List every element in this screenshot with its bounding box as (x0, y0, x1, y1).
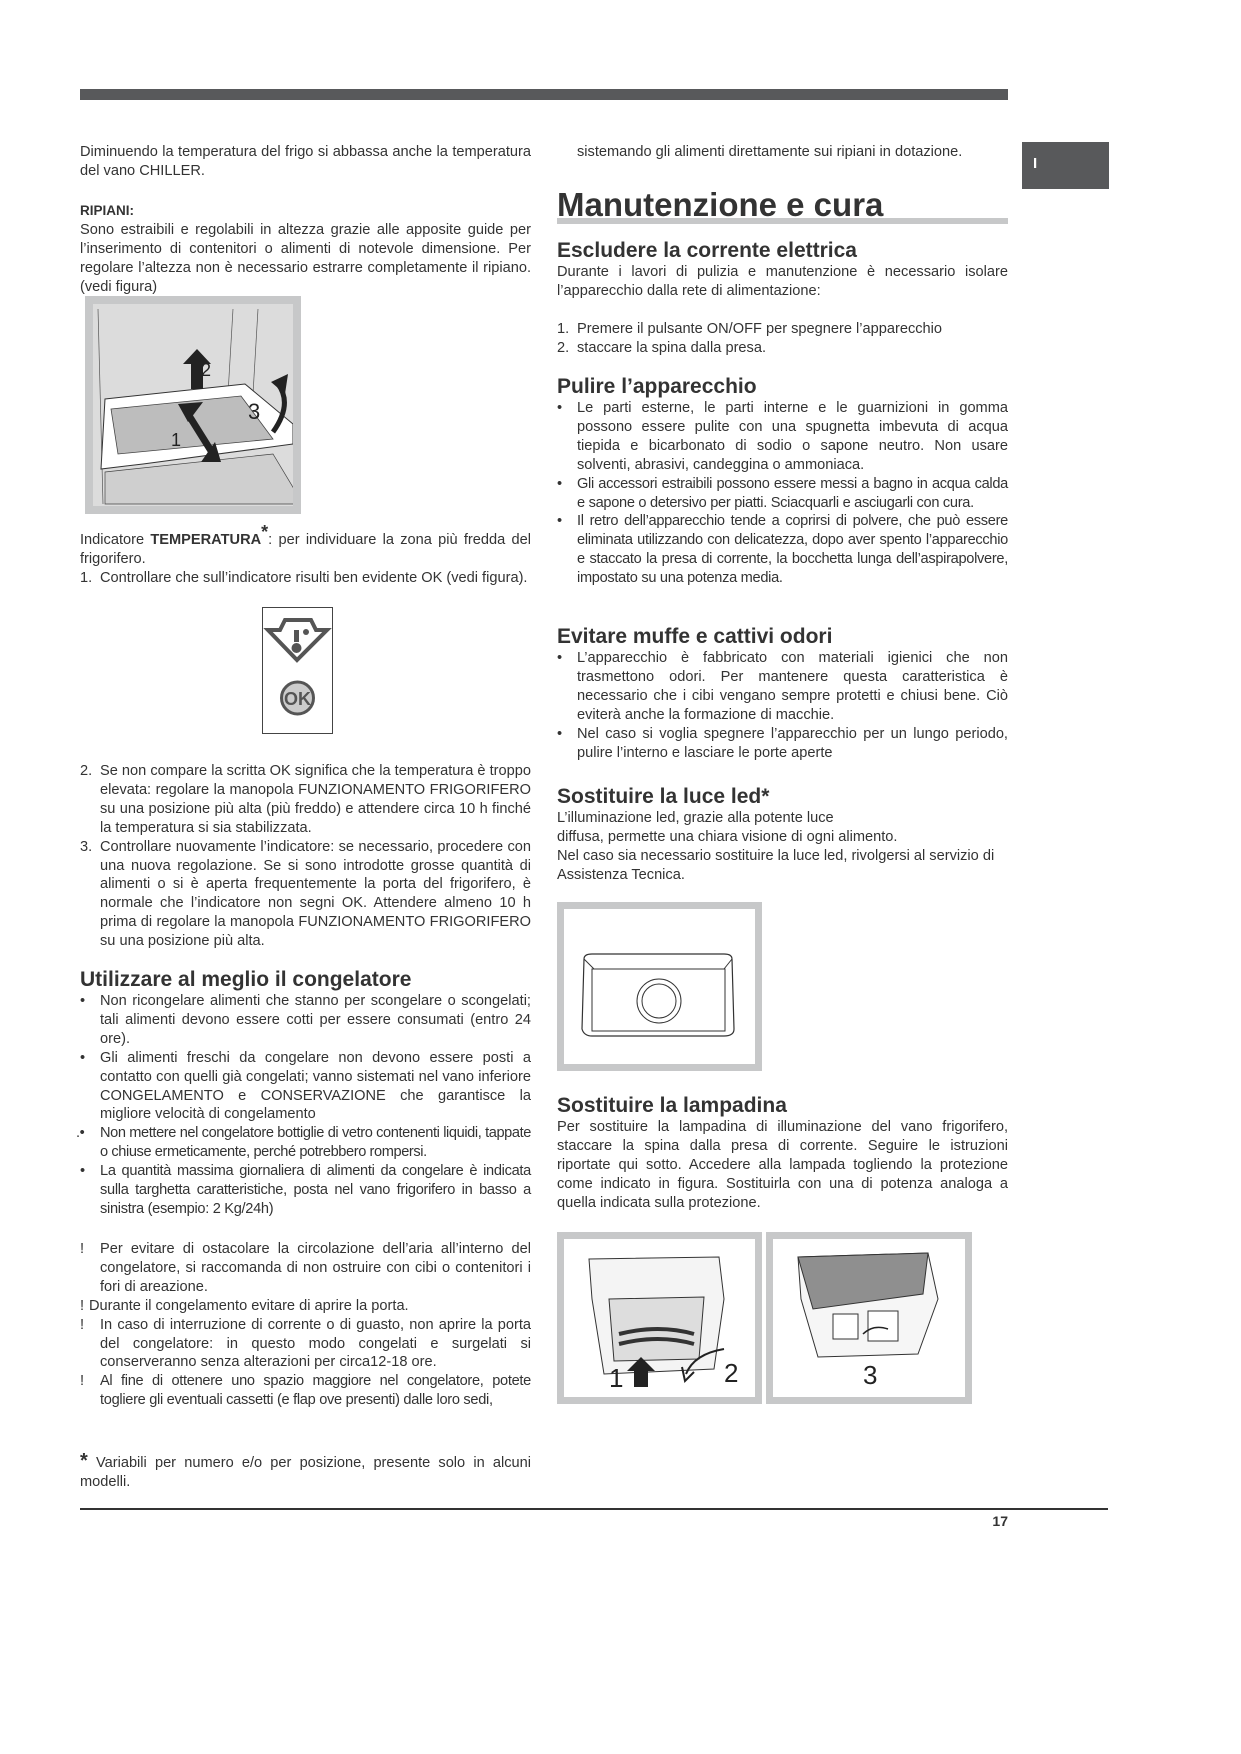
shelf-illustration (93, 304, 293, 506)
freezer-title: Utilizzare al meglio il congelatore (80, 968, 412, 991)
bulb-title: Sostituire la lampadina (557, 1094, 787, 1117)
header-rule (80, 89, 1008, 100)
lamp-housing-illustration (773, 1239, 965, 1397)
led-figure (557, 902, 762, 1071)
freezer-section (76, 968, 531, 1219)
shelf-label-1: 1 (171, 430, 182, 450)
temperature-indicator-figure (262, 607, 333, 734)
freezer-bullet (80, 1162, 531, 1219)
bulb-text: Per sostituire la lampadina di illuminazione del vano frigorifero, staccare la spina dalla presa di corrente. Seguire le istruzioni riportate qui sotto. Accedere alla lampada togliendo la protezione come indicato in figura. Sostituirla con una di potenza analoga a quella indicata sulla protezione. (557, 1119, 1008, 1211)
freezer-warnings (80, 1240, 531, 1410)
bulb-label-3: 3 (863, 1360, 878, 1390)
step-number: 2. (557, 339, 570, 356)
bullet-text: Il retro dell’apparecchio tende a coprirsi di polvere, che può essere eliminata utilizzando con delicatezza, dopo aver spento l’apparecchio e staccato la presa di corrente, la bocchetta lunga dell’aspirapolvere, impostato su una potenza media. (577, 513, 1008, 587)
indicator-bold: TEMPERATURA (150, 532, 262, 548)
bullet-mark: .• (76, 1125, 85, 1142)
freezer-bullet (80, 992, 531, 1049)
page-title: Manutenzione e cura (557, 186, 884, 223)
bullet-text: Non ricongelare alimenti che stanno per scongelare o scongelati; tali alimenti devono essere cotti per essere consumati (entro 24 ore). (100, 993, 531, 1047)
bulb-figure-step1-2 (557, 1232, 762, 1404)
footnote-star: * (80, 1450, 88, 1472)
step-number: 1. (557, 320, 570, 337)
bulb-label-2: 2 (724, 1358, 739, 1388)
led-title: Sostituire la luce led* (557, 785, 770, 808)
warning-text: Per evitare di ostacolare la circolazione dell’aria all’interno del congelatore, si raccomanda di non ostruire con cibi o contenitori i fori di areazione. (100, 1241, 531, 1295)
step-text: Controllare che sull’indicatore risulti ben evidente OK (vedi figura). (100, 569, 528, 586)
step-number: 2. (80, 763, 93, 779)
warning-mark: ! (80, 1373, 84, 1390)
led-line: L’illuminazione led, grazie alla potente luce (557, 810, 834, 826)
intro-paragraph: Diminuendo la temperatura del frigo si abbassa anche la temperatura del vano CHILLER. (80, 144, 531, 179)
bulb-figure-step3 (766, 1232, 972, 1404)
shelves-text: Sono estraibili e regolabili in altezza grazie alle apposite guide per l’inserimento di contenitori o alimenti di notevole dimensione. Per regolare l’altezza non è necessario estrarre completamente il ripiano. (vedi figura) (80, 221, 531, 295)
bullet-text: Le parti esterne, le parti interne e le guarnizioni in gomma possono essere pulite con una spugnetta imbevuta di acqua tiepida e bicarbonato di sodio o sapone neutro. Non usare solventi, abrasivi, candeggina o ammoniaca. (577, 400, 1008, 473)
page-number: 17 (992, 1513, 1008, 1529)
warning-item (80, 1372, 531, 1410)
bullet-mark: • (80, 1163, 85, 1180)
indicator-star: * (261, 522, 269, 543)
maintenance-title-block (557, 186, 1008, 224)
indicator-suffix: : per individuare la zona più fredda del frigorifero. (80, 532, 531, 567)
clean-bullet: • Le parti esterne, le parti interne e le guarnizioni in gomma possono essere pulite con una spugnetta imbevuta di acqua tiepida e bicarbonato di sodio o sapone neutro. Non usare solventi, abrasivi, candeggina o ammoniaca. (557, 400, 1008, 473)
power-step (557, 339, 1008, 358)
indicator-section (80, 522, 531, 588)
warning-item (80, 1316, 531, 1373)
shelves-section (80, 202, 531, 297)
step-text: staccare la spina dalla presa. (577, 339, 767, 356)
bulb-label-1: 1 (609, 1363, 624, 1393)
lamp-cover-illustration (564, 1239, 755, 1397)
footer-rule (80, 1508, 1108, 1510)
step-text: Premere il pulsante ON/OFF per spegnere l’apparecchio (577, 320, 943, 337)
bullet-text: Gli accessori estraibili possono essere messi a bagno in acqua calda e sapone o detersivo per piatti. Sciacquarli e asciugarli con cura. (577, 475, 1008, 511)
warning-mark: ! (80, 1316, 85, 1333)
clean-section (557, 375, 1008, 588)
continuation-text: sistemando gli alimenti direttamente sui ripiani in dotazione. (577, 144, 963, 160)
warning-mark: ! (80, 1241, 85, 1257)
indicator-step (80, 569, 531, 588)
mold-section (557, 625, 1008, 762)
warning-item (80, 1240, 531, 1297)
step-number: 1. (80, 569, 93, 586)
led-line: Nel caso sia necessario sostituire la luce led, rivolgersi al servizio di Assistenza Tecnica. (557, 847, 995, 883)
bullet-mark: • (80, 993, 86, 1009)
language-tab (1022, 142, 1109, 189)
thermometer-icon (263, 608, 332, 733)
step-text: Controllare nuovamente l’indicatore: se necessario, procedere con una nuova regolazione. Se si sono introdotte grosse quantità di alimenti o si è aperta frequentemente la porta del frigorifero, è normale che l’indicatore non segni OK. Attendere almeno 10 h prima di regolare la manopola FUNZIONAMENTO FRIGORIFERO su una posizione più alta. (100, 838, 531, 950)
led-line: diffusa, permette una chiara visione di ogni alimento. (557, 828, 898, 845)
led-light-illustration (564, 909, 755, 1064)
bullet-mark: • (80, 1049, 86, 1066)
power-text: Durante i lavori di pulizia e manutenzione è necessario isolare l’apparecchio dalla rete di alimentazione: (557, 264, 1008, 299)
indicator-steps-continued (80, 762, 531, 951)
bulb-section (557, 1094, 1008, 1213)
warning-item (80, 1297, 531, 1316)
footnote-text: Variabili per numero e/o per posizione, presente solo in alcuni modelli. (80, 1455, 531, 1490)
power-section (557, 239, 1008, 358)
freezer-bullet (80, 1049, 531, 1125)
freezer-bullet (76, 1124, 531, 1162)
power-title: Escludere la corrente elettrica (557, 239, 857, 262)
warning-text: Durante il congelamento evitare di aprire la porta. (89, 1297, 409, 1314)
mold-bullet: • L’apparecchio è fabbricato con materiali igienici che non trasmettono odori. Per mantenere questa caratteristica è necessario che i cibi vengano sempre protetti e chiusi bene. Ciò eviterà anche la formazione di macchie. (557, 650, 1008, 723)
language-tab-label: I (1033, 155, 1038, 172)
bullet-text: Gli alimenti freschi da congelare non devono essere posti a contatto con quelli già congelati; vanno sistemati nel vano inferiore CONGELAMENTO e CONSERVAZIONE che garantisce la migliore velocità di congelamento (100, 1049, 531, 1123)
shelf-figure (85, 296, 301, 514)
step-text: Se non compare la scritta OK significa che la temperatura è troppo elevata: regolare la manopola FUNZIONAMENTO FRIGORIFERO su una posizione più alta (più freddo) e attendere circa 10 h finché la temperatura si sia stabilizzata. (100, 763, 531, 836)
led-section (557, 785, 1008, 885)
bullet-text: La quantità massima giornaliera di alimenti da congelare è indicata sulla targhetta caratteristiche, posta nel vano frigorifero in basso a sinistra (esempio: 2 Kg/24h) (100, 1163, 531, 1217)
mold-title: Evitare muffe e cattivi odori (557, 625, 833, 648)
mold-bullet: • Nel caso si voglia spegnere l’apparecchio per un lungo periodo, pulire l’interno e lasciare le porte aperte (557, 725, 1008, 761)
step-number: 3. (80, 838, 93, 855)
bullet-text: Non mettere nel congelatore bottiglie di vetro contenenti liquidi, tappate o chiuse ermeticamente, perché potrebbero rompersi. (100, 1125, 531, 1161)
indicator-step (80, 838, 531, 951)
indicator-prefix: Indicatore (80, 532, 151, 548)
shelves-title: RIPIANI: (80, 203, 134, 218)
clean-bullet: • Il retro dell’apparecchio tende a coprirsi di polvere, che può essere eliminata utilizzando con delicatezza, dopo aver spento l’apparecchio e staccato la presa di corrente, la bocchetta lunga dell’aspirapolvere, impostato su una potenza media. (557, 513, 1008, 587)
power-step (557, 320, 1008, 339)
clean-bullet: • Gli accessori estraibili possono essere messi a bagno in acqua calda e sapone o detersivo per piatti. Sciacquarli e asciugarli con cura. (557, 475, 1008, 511)
warning-text: In caso di interruzione di corrente o di guasto, non aprire la porta del congelatore: in questo modo congelati e surgelati si conserveranno senza alterazioni per circa12-18 ore. (100, 1316, 531, 1371)
clean-title: Pulire l’apparecchio (557, 375, 757, 398)
warning-mark: ! (80, 1297, 85, 1314)
indicator-step (80, 762, 531, 838)
bullet-text: Nel caso si voglia spegnere l’apparecchio per un lungo periodo, pulire l’interno e lasciare le porte aperte (577, 725, 1008, 761)
shelf-label-2: 2 (201, 360, 212, 380)
ok-label: OK (284, 689, 311, 709)
footnote (80, 1452, 531, 1492)
warning-text: Al fine di ottenere uno spazio maggiore nel congelatore, potete togliere gli eventuali cassetti (e flap ove presenti) dalle loro sedi, (100, 1373, 531, 1409)
bullet-text: L’apparecchio è fabbricato con materiali igienici che non trasmettono odori. Per mantenere questa caratteristica è necessario che i cibi vengano sempre protetti e chiusi bene. Ciò eviterà anche la formazione di macchie. (577, 650, 1008, 723)
shelf-label-3: 3 (248, 399, 261, 424)
